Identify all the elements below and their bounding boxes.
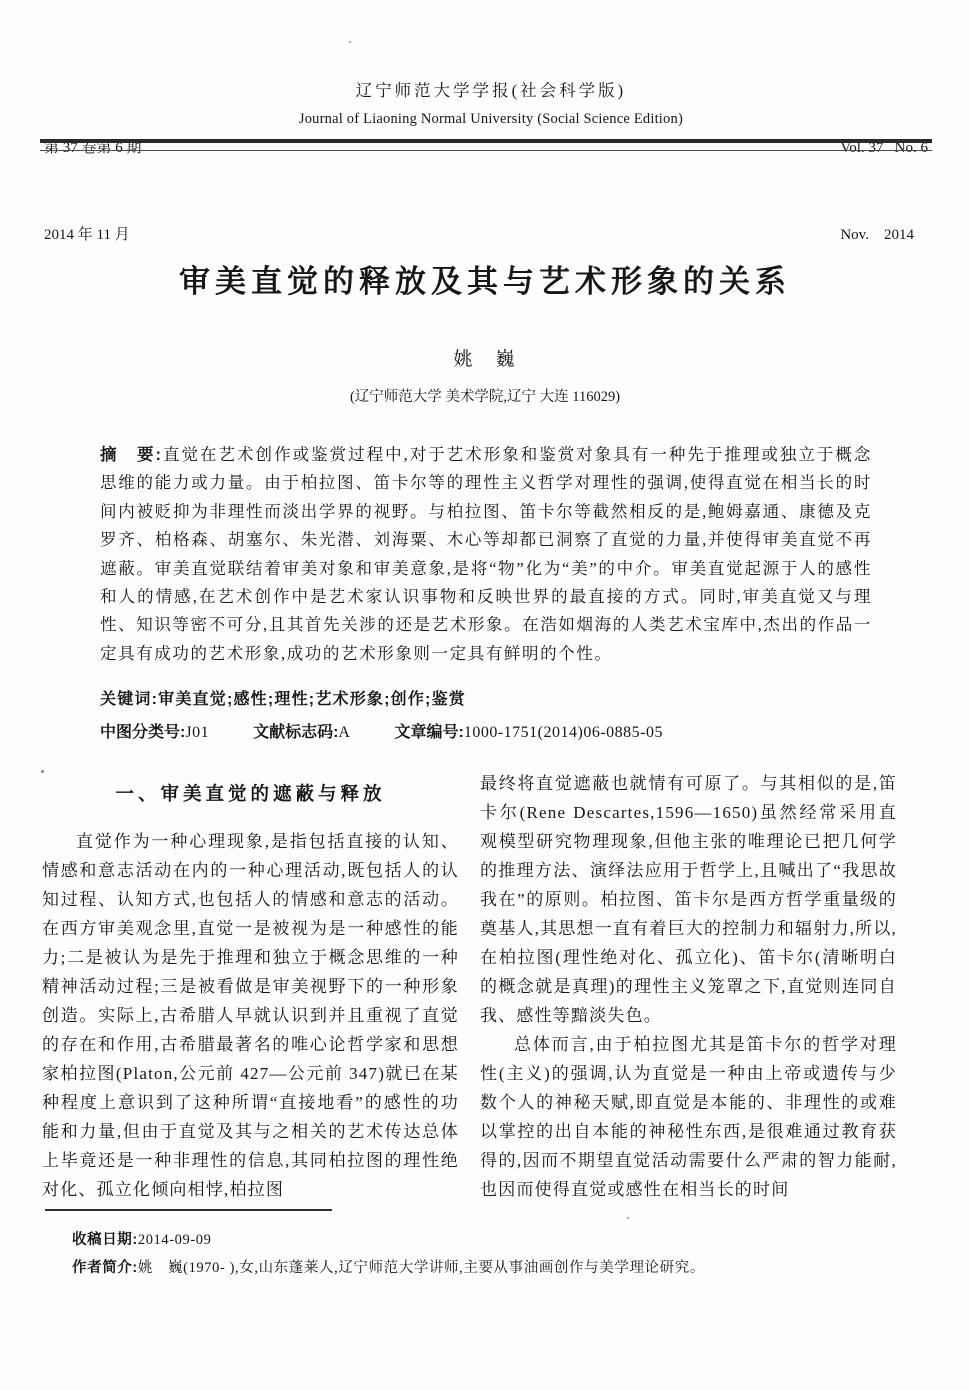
- author-bio-line: [72, 1256, 932, 1277]
- doc-code-value: A: [338, 724, 351, 741]
- author-name: 姚 巍: [453, 349, 517, 370]
- journal-title-en: Journal of Liaoning Normal University (Social Science Edition): [298, 111, 683, 127]
- right-column: [480, 769, 897, 1217]
- received-date-line: [72, 1228, 932, 1249]
- article-id-pair: [394, 719, 662, 742]
- article-id-label: 文章编号:: [394, 724, 464, 741]
- footnote-rule: [45, 1209, 332, 1211]
- doc-code-label: 文献标志码:: [253, 724, 339, 741]
- author-affiliation: (辽宁师范大学 美术学院,辽宁 大连 116029): [349, 389, 621, 405]
- received-date-label: 收稿日期:: [72, 1232, 138, 1248]
- doc-code-pair: [253, 719, 350, 742]
- scan-speck: [349, 41, 351, 43]
- journal-date-cn: 2014 年 11 月: [44, 227, 130, 243]
- clc-pair: [100, 719, 209, 742]
- body-paragraph: 总体而言,由于柏拉图尤其是笛卡尔的哲学对理性(主义)的强调,认为直觉是一种由上帝或遗传与少数个人的神秘天赋,即直觉是本能的、非理性的或难以掌控的出自本能的神秘性东西,是很难通过教育获得的,因而不期望直觉活动需要什么严肃的智力能耐,也因而使得直觉或感性在相当长的时间: [480, 1035, 897, 1199]
- section-heading: 一、审美直觉的遮蔽与释放: [115, 785, 386, 805]
- journal-issue-cn: 第 37 卷第 6 期: [44, 140, 142, 156]
- article-title: 审美直觉的释放及其与艺术形象的关系: [179, 264, 791, 299]
- author-bio-label: 作者简介:: [72, 1260, 138, 1276]
- clc-label: 中图分类号:: [100, 724, 186, 741]
- body-paragraph: 最终将直觉遮蔽也就情有可原了。与其相似的是,笛卡尔(Rene Descartes,1596—1650)虽然经常采用直观模型研究物理现象,但他主张的唯理论已把几何学的推理方法、演绎法应用于哲学上,且喊出了“我思故我在”的原则。柏拉图、笛卡尔是西方哲学重量级的奠基人,其思想一直有着巨大的控制力和辐射力,所以,在柏拉图(理性绝对化、孤立化)、笛卡尔(清晰明白的概念就是真理)的理性主义笼罩之下,直觉则连同自我、感性等黯淡失色。: [480, 774, 897, 1025]
- journal-title-cn: 辽宁师范大学学报(社会科学版): [355, 81, 627, 100]
- keywords-label: 关键词:: [100, 691, 159, 708]
- journal-vol-en: Vol. 37 No. 6: [840, 140, 928, 156]
- abstract-text: 直觉在艺术创作或鉴赏过程中,对于艺术形象和鉴赏对象具有一种先于推理或独立于概念思维的能力或力量。由于柏拉图、笛卡尔等的理性主义哲学对理性的强调,使得直觉在相当长的时间内被贬抑为非理性而淡出学界的视野。与柏拉图、笛卡尔等截然相反的是,鲍姆嘉通、康德及克罗齐、柏格森、胡塞尔、朱光潜、刘海粟、木心等却都已洞察了直觉的力量,并使得审美直觉不再遮蔽。审美直觉联结着审美对象和审美意象,是将“物”化为“美”的中介。审美直觉起源于人的感性和人的情感,在艺术创作中是艺术家认识事物和反映世界的最直接的方式。同时,审美直觉又与理性、知识等密不可分,且其首先关涉的还是艺术形象。在浩如烟海的人类艺术宝库中,杰出的作品一定具有成功的艺术形象,成功的艺术形象则一定具有鲜明的个性。: [100, 445, 872, 663]
- keywords-text: 审美直觉;感性;理性;艺术形象;创作;鉴赏: [158, 691, 466, 708]
- body-paragraph: 直觉作为一种心理现象,是指包括直接的认知、情感和意志活动在内的一种心理活动,既包括人的认知过程、认知方式,也包括人的情感和意志的活动。在西方审美观念里,直觉一是被视为是一种感性的能力;二是被认为是先于推理和独立于概念思维的一种精神活动过程;三是被看做是审美视野下的一种形象创造。实际上,古希腊人早就认识到并且重视了直觉的存在和作用,古希腊最著名的唯心论哲学家和思想家柏拉图(Platon,公元前 427—公元前 347)就已在某种程度上意识到了这种所谓“直接地看”的感性的功能和力量,但由于直觉及其与之相关的艺术传达总体上毕竟还是一种非理性的信息,其同柏拉图的理性绝对化、孤立化倾向相悖,柏拉图: [42, 832, 459, 1199]
- journal-date-en: Nov. 2014: [840, 227, 914, 243]
- abstract-label: 摘 要:: [100, 446, 163, 464]
- scan-speck: [627, 1217, 629, 1219]
- clc-value: J01: [185, 724, 210, 741]
- author-bio-value: 姚 巍(1970- ),女,山东蓬莱人,辽宁师范大学讲师,主要从事油画创作与美学理论研究。: [137, 1260, 705, 1276]
- article-id-value: 1000-1751(2014)06-0885-05: [463, 724, 663, 741]
- journal-title-block: [142, 76, 841, 134]
- header-rule: [40, 139, 932, 151]
- scan-speck: [41, 770, 44, 773]
- abstract-block: [100, 441, 872, 668]
- left-column: [42, 775, 459, 1217]
- classification-line: [100, 719, 890, 742]
- received-date-value: 2014-09-09: [137, 1232, 212, 1248]
- keywords-line: [100, 686, 890, 709]
